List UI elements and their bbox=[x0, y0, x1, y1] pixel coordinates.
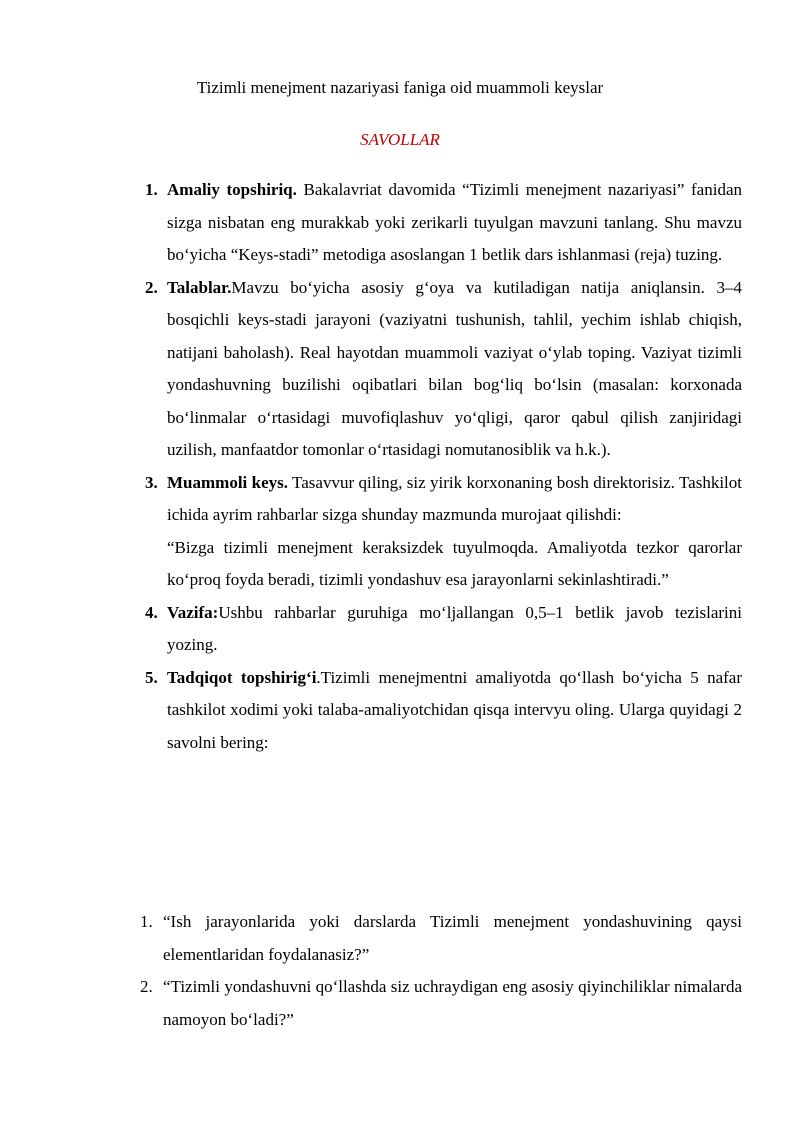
item-label: Talablar. bbox=[167, 277, 232, 297]
item-quote: “Bizga tizimli menejment keraksizdek tuyulmoqda. Amaliyotda tezkor qarorlar ko‘proq foyda beradi, tizimli yondashuv esa jarayonlarni sekinlashtiradi.” bbox=[167, 537, 742, 589]
item-number: 1. bbox=[145, 180, 158, 199]
item-number: 3. bbox=[145, 472, 158, 492]
item-label: Muammoli keys. bbox=[167, 472, 288, 492]
item-label: Tadqiqot topshirig‘i bbox=[167, 667, 317, 687]
item-number: 4. bbox=[145, 602, 158, 622]
task-list bbox=[0, 174, 800, 759]
item-number: 5. bbox=[145, 667, 158, 687]
list-item bbox=[0, 174, 800, 272]
item-text: Tasavvur qiling, siz yirik korxonaning bosh direktorisiz. Tashkilot ichida ayrim rahbarlar sizga shunday mazmunda murojaat qilishdi: bbox=[167, 472, 742, 524]
item-text: Mavzu bo‘yicha asosiy g‘oya va kutiladigan natija aniqlansin. 3–4 bosqichli keys-stadi jarayoni (vaziyatni tushunish, tahlil, yechim ishlab chiqish, natijani baholash). Real hayotdan muammoli vaziyat o‘ylab toping. Vaziyat tizimli yondashuvning buzilishi oqibatlari bilan bog‘liq bo‘lsin (masalan: korxonada bo‘linmalar o‘rtasidagi muvofiqlashuv yo‘qligi, qaror qabul qilish zanjiridagi uzilish, manfaatdor tomonlar o‘rtasidagi nomutanosiblik va h.k.). bbox=[167, 277, 742, 459]
question-text: “Tizimli yondashuvni qo‘llashda siz uchraydigan eng asosiy qiyinchiliklar nimalarda namoyon bo‘ladi?” bbox=[163, 977, 742, 1029]
item-text: Ushbu rahbarlar guruhiga mo‘ljallangan 0,5–1 betlik javob tezislarini yozing. bbox=[167, 602, 742, 654]
item-label: Vazifa: bbox=[167, 602, 219, 622]
section-heading: SAVOLLAR bbox=[360, 130, 440, 149]
item-number: 2. bbox=[145, 277, 158, 297]
list-item bbox=[0, 467, 800, 597]
document-title: Tizimli menejment nazariyasi faniga oid muammoli keyslar bbox=[196, 78, 604, 97]
question-number: 2. bbox=[140, 977, 153, 996]
interview-questions-list bbox=[0, 906, 800, 1036]
list-item bbox=[0, 597, 800, 662]
list-item bbox=[0, 662, 800, 760]
list-item bbox=[0, 272, 800, 467]
item-text: Bakalavriat davomida “Tizimli menejment nazariyasi” fanidan sizga nisbatan eng murakkab yoki zerikarli tuyulgan mavzuni tanlang. Shu mavzu bo‘yicha “Keys-stadi” metodiga asoslangan 1 betlik dars ishlanmasi (reja) tuzing. bbox=[167, 180, 742, 264]
item-text: .Tizimli menejmentni amaliyotda qo‘llash bo‘yicha 5 nafar tashkilot xodimi yoki talaba-amaliyotchidan qisqa intervyu oling. Ularga quyidagi 2 savolni bering: bbox=[167, 667, 742, 752]
question-text: “Ish jarayonlarida yoki darslarda Tizimli menejment yondashuvining qaysi elementlaridan foydalanasiz?” bbox=[163, 912, 742, 964]
question-number: 1. bbox=[140, 912, 153, 931]
question-item bbox=[0, 906, 800, 971]
question-item bbox=[0, 971, 800, 1036]
item-label: Amaliy topshiriq. bbox=[167, 180, 297, 199]
